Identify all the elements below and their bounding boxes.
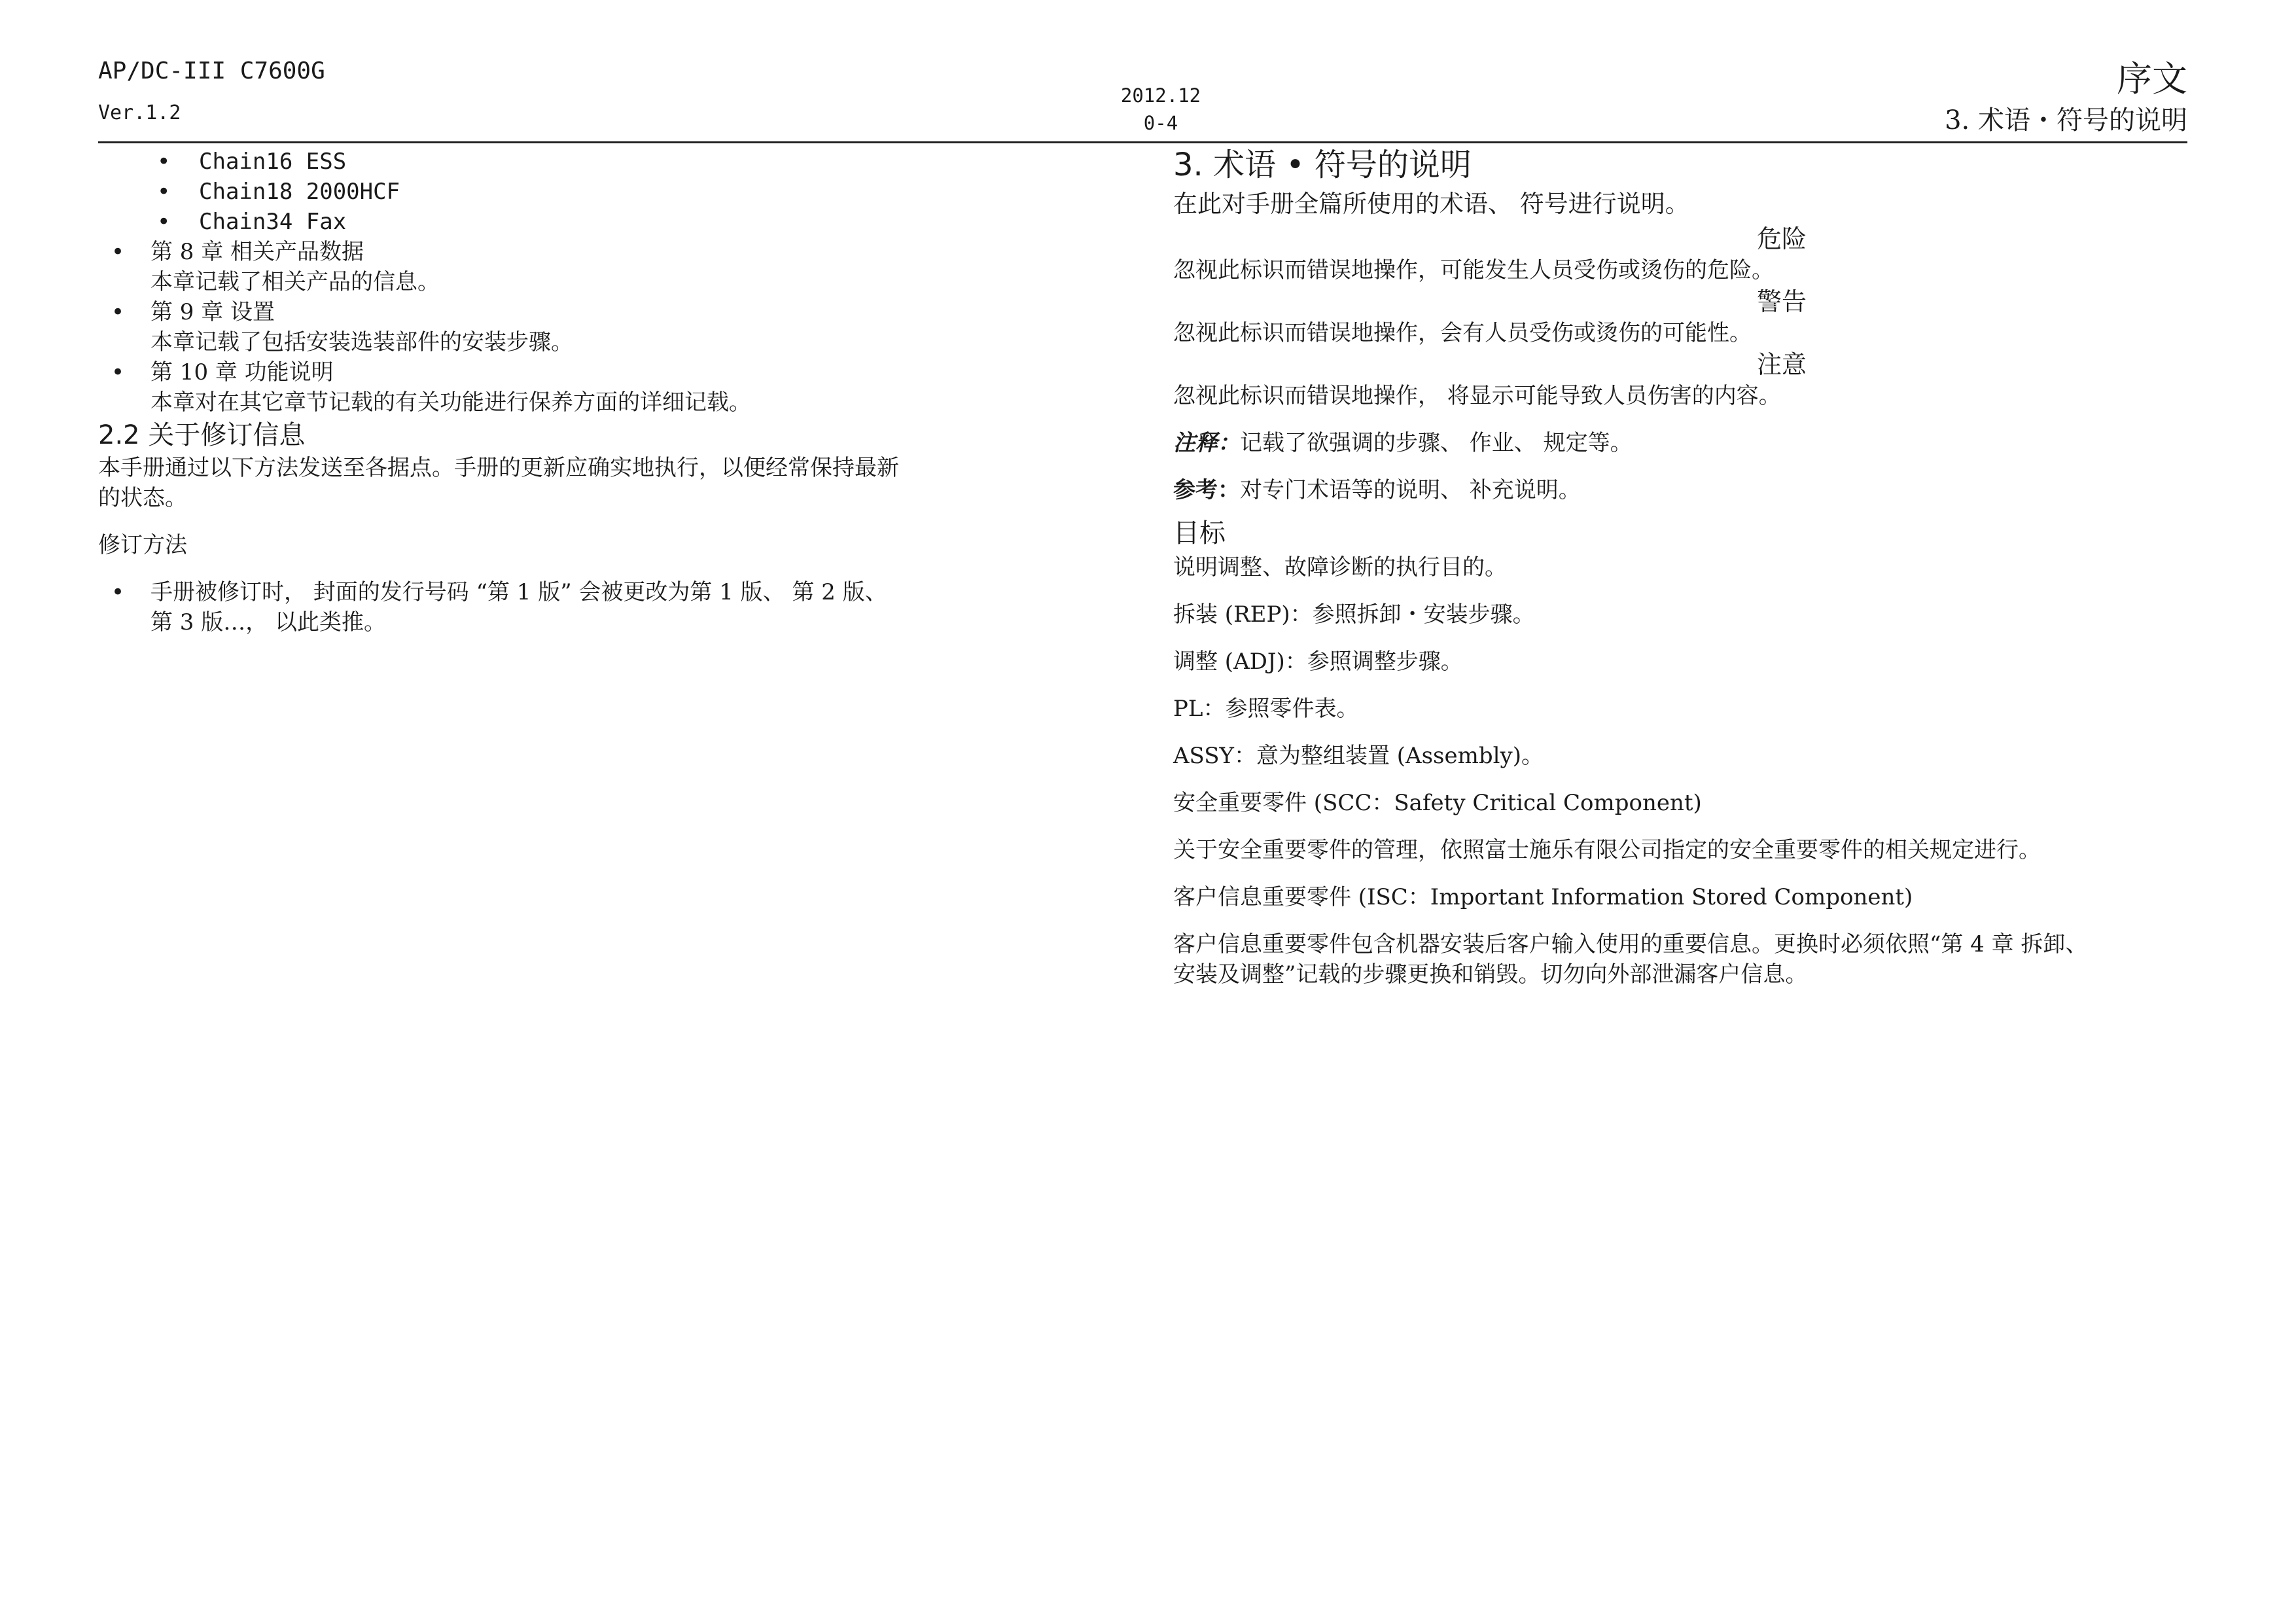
- reference-label: 参考：: [1173, 477, 1240, 503]
- danger-label: 危险: [1756, 224, 1807, 253]
- warning-label: 警告: [1756, 287, 1807, 316]
- version-label: Ver.1.2: [98, 101, 181, 124]
- isc-text-line-1: 客户信息重要零件包含机器安装后客户输入使用的重要信息。更换时必须依照“第 4 章 拆卸、: [1173, 931, 2088, 957]
- revision-paragraph-line-2: 的状态。: [98, 485, 187, 511]
- revision-method-line-1: • 手册被修订时， 封面的发行号码 “第 1 版” 会被更改为第 1 版、 第 2 版、: [98, 577, 1014, 607]
- chapter-10-desc: 本章对在其它章节记载的有关功能进行保养方面的详细记载。: [150, 389, 751, 416]
- revision-method-label: 修订方法: [98, 532, 187, 558]
- danger-text: 忽视此标识而错误地操作，可能发生人员受伤或烫伤的危险。: [1173, 257, 1774, 283]
- chain-item-16: • Chain16 ESS: [98, 147, 1014, 177]
- caution-label: 注意: [1756, 350, 1807, 379]
- chapter-8-title: • 第 8 章 相关产品数据: [98, 237, 1014, 267]
- note-label: 注释：: [1173, 430, 1240, 456]
- page-number: 0-4: [1143, 112, 1178, 134]
- isc-text-line-2: 安装及调整”记载的步骤更换和销毁。切勿向外部泄漏客户信息。: [1173, 961, 1808, 988]
- chapter-9-title: • 第 9 章 设置: [98, 297, 1014, 327]
- chain-item-18: • Chain18 2000HCF: [98, 177, 1014, 207]
- isc-heading: 客户信息重要零件 (ISC：Important Information Stored Component): [1173, 884, 1913, 910]
- revision-method-line-2: 第 3 版…， 以此类推。: [150, 609, 387, 635]
- terms-heading: 3. 术语 • 符号的说明: [1173, 147, 1472, 183]
- pl-text: PL：参照零件表。: [1173, 696, 1359, 722]
- right-column: [1173, 144, 2194, 990]
- revision-paragraph-line-1: 本手册通过以下方法发送至各据点。手册的更新应确实地执行，以便经常保持最新: [98, 455, 899, 481]
- reference-text: 对专门术语等的说明、 补充说明。: [1240, 477, 1581, 503]
- adj-text: 调整 (ADJ)：参照调整步骤。: [1173, 649, 1463, 675]
- chapter-10-title: • 第 10 章 功能说明: [98, 357, 1014, 387]
- chain-item-34: • Chain34 Fax: [98, 207, 1014, 237]
- chapter-8-desc: 本章记载了相关产品的信息。: [150, 269, 440, 295]
- chapter-9-desc: 本章记载了包括安装选装部件的安装步骤。: [150, 329, 573, 355]
- purpose-heading: 目标: [1173, 518, 1226, 548]
- left-column: [98, 147, 1014, 637]
- header-divider: [98, 141, 2187, 143]
- date-page-block: [1089, 82, 1233, 137]
- note-line: [1173, 428, 2194, 458]
- reference-line: [1173, 475, 2194, 505]
- section-2-2-heading: 2.2 关于修订信息: [98, 420, 306, 450]
- note-text: 记载了欲强调的步骤、 作业、 规定等。: [1240, 430, 1633, 456]
- model-name: AP/DC-III C7600G: [98, 58, 325, 84]
- issue-date: 2012.12: [1120, 84, 1201, 107]
- terms-intro: 在此对手册全篇所使用的术语、 符号进行说明。: [1173, 190, 1689, 218]
- section-title: 3. 术语・符号的说明: [1945, 105, 2187, 135]
- scc-text: 关于安全重要零件的管理，依照富士施乐有限公司指定的安全重要零件的相关规定进行。: [1173, 837, 2041, 863]
- purpose-text: 说明调整、故障诊断的执行目的。: [1173, 554, 1507, 580]
- scc-heading: 安全重要零件 (SCC：Safety Critical Component): [1173, 790, 1702, 816]
- chapter-title: 序文: [2117, 58, 2187, 99]
- assy-text: ASSY：意为整组装置 (Assembly)。: [1173, 743, 1544, 769]
- warning-text: 忽视此标识而错误地操作，会有人员受伤或烫伤的可能性。: [1173, 320, 1752, 346]
- rep-text: 拆装 (REP)：参照拆卸・安装步骤。: [1173, 601, 1535, 628]
- caution-text: 忽视此标识而错误地操作， 将显示可能导致人员伤害的内容。: [1173, 383, 1781, 409]
